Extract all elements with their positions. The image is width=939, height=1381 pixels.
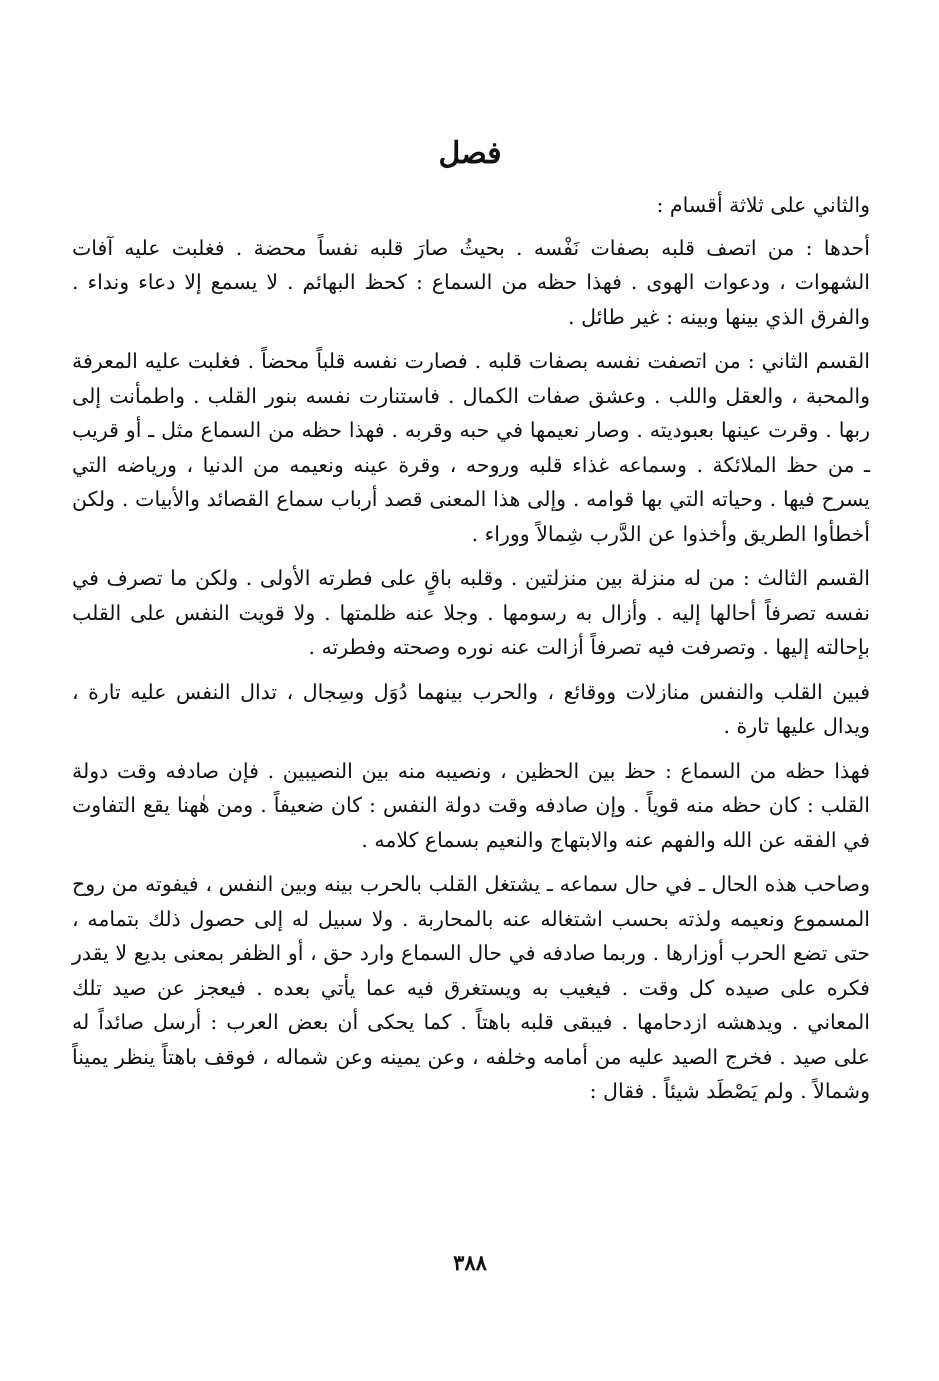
document-page (60, 0, 880, 1381)
paragraph-second-section: القسم الثاني : من اتصفت نفسه بصفات قلبه . فصارت نفسه قلباً محضاً . فغلبت عليه المعرفة والمحبة ، والعقل واللب . وعشق صفات الكمال . فاستنارت نفسه بنور القلب . واطمأنت إلى ربها . وقرت عينها بعبوديته . وصار نعيمها في حبه وقربه . فهذا حظه من السماع مثل ـ أو قريب ـ من حظ الملائكة . وسماعه غذاء قلبه وروحه ، وقرة عينه ونعيمه من الدنيا ، ورياضه التي يسرح فيها . وحياته التي بها قوامه . وإلى هذا المعنى قصد أرباب سماع القصائد والأبيات . ولكن أخطأوا الطريق وأخذوا عن الدَّرب شِمالاً ووراء . (72, 349, 870, 546)
paragraph-share-of-listening: فهذا حظه من السماع : حظ بين الحظين ، ونصيبه منه بين النصيبين . فإن صادفه وقت دولة القلب : كان حظه منه قوياً . وإن صادفه وقت دولة النفس : كان ضعيفاً . ومن هٰهنا يقع التفاوت في الفقه عن الله والفهم عنه والابتهاج والنعيم بسماع كلامه . (72, 758, 870, 852)
page-number: ٣٨٨ (453, 1250, 487, 1275)
paragraph-third-section: القسم الثالث : من له منزلة بين منزلتين . وقلبه باقٍ على فطرته الأولى . ولكن ما تصرف في نفسه تصرفاً أحالها إليه . وأزال به رسومها . وجلا عنه ظلمتها . ولا قويت النفس على القلب بإحالته إليها . وتصرفت فيه تصرفاً أزالت عنه نوره وصحته وفطرته . (72, 566, 870, 659)
intro-line: والثاني على ثلاثة أقسام : (656, 193, 870, 217)
body-text (72, 188, 870, 1119)
paragraph-state-owner: وصاحب هذه الحال ـ في حال سماعه ـ يشتغل القلب بالحرب بينه وبين النفس ، فيفوته من روح المسموع ونعيمه ولذته بحسب اشتغاله عنه بالمحاربة . ولا سبيل له إلى حصول ذلك بتمامه ، حتى تضع الحرب أوزارها . وربما صادفه في حال السماع وارد حق ، أو الظفر بمعنى بديع لا يقدر فكره على صيده كل وقت . فيغيب به ويستغرق فيه عما يأتي بعده . فيعجز عن صيد تلك المعاني . ويدهشه ازدحامها . فيبقى قلبه باهتاً . كما يحكى أن بعض العرب : أرسل صائداً له على صيد . فخرج الصيد عليه من أمامه وخلفه ، وعن يمينه وعن شماله ، فوقف باهتاً ينظر يميناً وشمالاً . ولم يَصْطَد شيئاً . فقال : (72, 872, 870, 1103)
chapter-title: فصل (438, 136, 502, 171)
paragraph-first-section: أحدها : من اتصف قلبه بصفات نَفْسه . بحيثُ صارَ قلبه نفساً محضة . فغلبت عليه آفات الشهوات ، ودعوات الهوى . فهذا حظه من السماع : كحظ البهائم . لا يسمع إلا دعاء ونداء . والفرق الذي بينها وبينه : غير طائل . (72, 235, 870, 329)
paragraph-heart-soul-battle: فبين القلب والنفس منازلات ووقائع ، والحرب بينهما دُوَل وسِجال ، تدال النفس عليه تارة ، ويدال عليها تارة . (72, 679, 870, 738)
